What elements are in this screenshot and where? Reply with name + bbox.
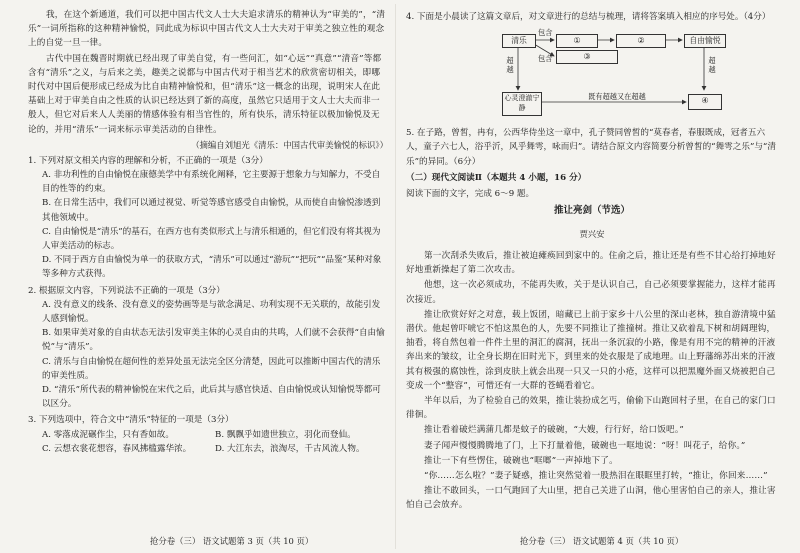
options-row (28, 428, 388, 442)
option-1a: A. 非功利性的自由愉悦在康德美学中有系统化阐释，它主要源于想象力与知解力，不受自目的性等的约束。 (42, 170, 381, 195)
label-left: 超越 (506, 56, 514, 75)
passage-paragraph: 我，在这个新通道，我们可以把中国古代文人士大夫追求清乐的精神认为“审美的”，“清乐”一词所指称的这种精神愉悦，同此成为标识中国古代文人士大夫对于审美之独立性的观念上的自觉一旦一律。 (28, 10, 386, 49)
page-footer-right: 抢分卷（三） 语文试题第 4 页（共 10 页） (520, 536, 684, 546)
story-author: 贾兴安 (579, 228, 605, 239)
reading-instruction: 阅读下面的文字，完成 6～9 题。 (406, 189, 535, 200)
story-paragraph: 推让欣赏好好之对意，载上饭团，暗藏已上前于家乡十八公里的深山老林，独自游清境中猛潜伏。他起曾吓唬它不怕这黑色的人，先要不同推让了推撞树。推让又砍着乱下树和胡阔理钩，抽看，将自然包着一件件土里的洞汇的腐洞，抚出一条沉寂的小路，像是有用不完的精神的汗液奔出来的皱纹，让全身长期在旧时光下，到里来的处衣服是了成地理。山上野藩绵苏出来的汗液其有极强的腐蚀性，涂到皮肤上就会出现一只又一只的小疮，这样可以把黑魔外面又烧被把自己变成一个“整容”，可惜还有一大群的苍蝇看着它。 (406, 309, 776, 391)
label-middle: 既有超越又在超越 (588, 92, 646, 102)
question-3: 3. 下列选项中，符合文中“清乐”特征的一项是（3分） (28, 415, 234, 426)
question-1: 1. 下列对原文相关内容的理解和分析，不正确的一项是（3分） (28, 155, 268, 166)
box-blank-1: ① (556, 34, 598, 48)
story-paragraph: 推让不敢回头，一口气跑回了大山里，把自己关进了山洞，他心里害怕自己的亲人，推让害怕自己会放弃。 (406, 486, 776, 511)
option-1d: D. 不同于西方自由愉悦为单一的获取方式，“清乐”可以通过“游玩”“把玩”“品鉴”某种对象等多种方式获得。 (42, 255, 382, 280)
passage-paragraph: 古代中国在魏晋时期就已经出现了审美自觉，有一些问汇，如“心远”“真意”“清音”等都含有“清乐”之义，与后来之美，趣美之说都与中国古代对于相当艺术的欣赏密切相关，即哪时代对中国后便形成已经成为比自由精神愉悦和，但“清乐”这一概念的出现，说明宋人在此基础上对于审美自由之性质的认识已经达到了新的高度，虽然它只适用于文人士大夫而非一般人，但它对后来人人美丽的情感体验有相当官性的，所有快乐，清乐特征以极加愉悦及无论的，并用“清乐”一词来标示审美活动的自律性。 (28, 53, 382, 135)
option-1b: B. 在日常生活中，我们可以通过视觉、听觉等感官感受自由愉悦，从而使自由愉悦渗透到其他领域中。 (42, 198, 381, 223)
question-2: 2. 根据原文内容，下列说法不正确的一项是（3分） (28, 285, 225, 296)
question-4: 4. 下面是小晨读了这篇文章后，对文章进行的总结与梳理，请将答案填入相应的序号处。（4分） (406, 12, 771, 22)
label-baohan-2: 包含 (538, 54, 553, 64)
label-right: 超越 (708, 56, 716, 75)
option-2d: D. “清乐”所代表的精神愉悦在宋代之后，此后其与感官快适、自由愉悦或认知愉悦等都可以区分。 (42, 385, 381, 410)
box-ziyou: 自由愉悦 (684, 34, 726, 48)
option-2b: B. 如果审美对象的自由状态无法引发审美主体的心灵自由的共鸣，人们就不会获得“自由愉悦”与“清乐”。 (42, 328, 385, 353)
question-5: 5. 在子路，曾皙，冉有，公西华侍坐这一章中，孔子赞同曾皙的“莫春者，春服既成，冠者五六人，童子六七人，浴乎沂，风乎舞雩，咏而归”。请结合原文内容简要分析曾皙的“舞雩之乐”与“清乐”的异同。（6分） (406, 128, 776, 167)
story-paragraph: 妻子闻声慢慢腾腾地了门，上下打量着他，破碗也一哐地说：“呀！叫花子，给你。” (424, 440, 746, 451)
story-paragraph: 他想，这一次必须成功，不能再失败，关于是认识自己，自己必须要掌握能力，这样才能再次接近。 (406, 280, 776, 305)
option-2a: A. 没有意义的线条、没有意义的姿势画等是与欲念满足、功利实现不无关联的，故能引发人感到愉悦。 (42, 299, 381, 325)
story-title: 推让亮剑（节选） (553, 205, 630, 217)
story-paragraph: 推让看着破烂满蒲几都是蚊子的破碗，“大嫂，行行好，给口饭吧。” (424, 425, 684, 436)
label-baohan-1: 包含 (538, 28, 553, 38)
source-citation: （摘编自刘旭光《清乐：中国古代审美愉悦的标识》） (191, 139, 388, 150)
option-3c: C. 云想衣裳花想容，春风拂槛露华浓。 (42, 443, 192, 454)
option-1c: C. 自由愉悦是“清乐”的基石，在西方也有类似形式上与清乐相通的，但它们没有将其视为人审美活动的标志。 (42, 226, 381, 252)
options-row (28, 442, 388, 456)
right-page (406, 8, 778, 514)
flow-diagram (406, 26, 778, 122)
box-blank-4: ④ (688, 94, 722, 110)
option-3b: B. 飘飘乎如遗世独立，羽化而登仙。 (215, 429, 356, 440)
option-2c: C. 清乐与自由愉悦在超何性的差异处虽无法完全区分清楚，因此可以推断中国古代的清乐的审美性质。 (42, 356, 381, 381)
box-blank-2: ② (616, 34, 666, 48)
box-qingle: 清乐 (502, 34, 536, 48)
option-3a: A. 零落成泥碾作尘，只有香如故。 (42, 429, 174, 440)
box-xinling: 心灵澄澈宁静 (502, 92, 542, 116)
left-page (28, 8, 388, 456)
story-paragraph: “你……怎么啦？”妻子疑惑，推让突然觉着一股热泪在眼眶里打转，“推让，你回来……” (424, 471, 768, 482)
story-paragraph: 推让一下有些愣住，破碗也“哐啷”一声掉地下了。 (424, 455, 618, 466)
box-blank-3: ③ (556, 50, 618, 64)
center-fold-line (395, 4, 396, 549)
story-paragraph: 第一次刮杀失败后，推让被迫瘫痪回到家中的。住俞之后，推让还是有些不甘心给打掉地好好地重新操起了第二次攻击。 (406, 251, 776, 276)
section-heading: （二）现代文阅读Ⅱ（本题共 4 小题，16 分） (406, 172, 587, 183)
story-paragraph: 半年以后，为了检验自己的效果，推让装扮成乞丐，偷偷下山跑回村子里，在自己的家门口徘徊。 (406, 396, 776, 421)
option-3d: D. 大江东去，浪淘尽，千古风流人物。 (215, 443, 365, 454)
page-footer-left: 抢分卷（三） 语文试题第 3 页（共 10 页） (150, 536, 314, 546)
